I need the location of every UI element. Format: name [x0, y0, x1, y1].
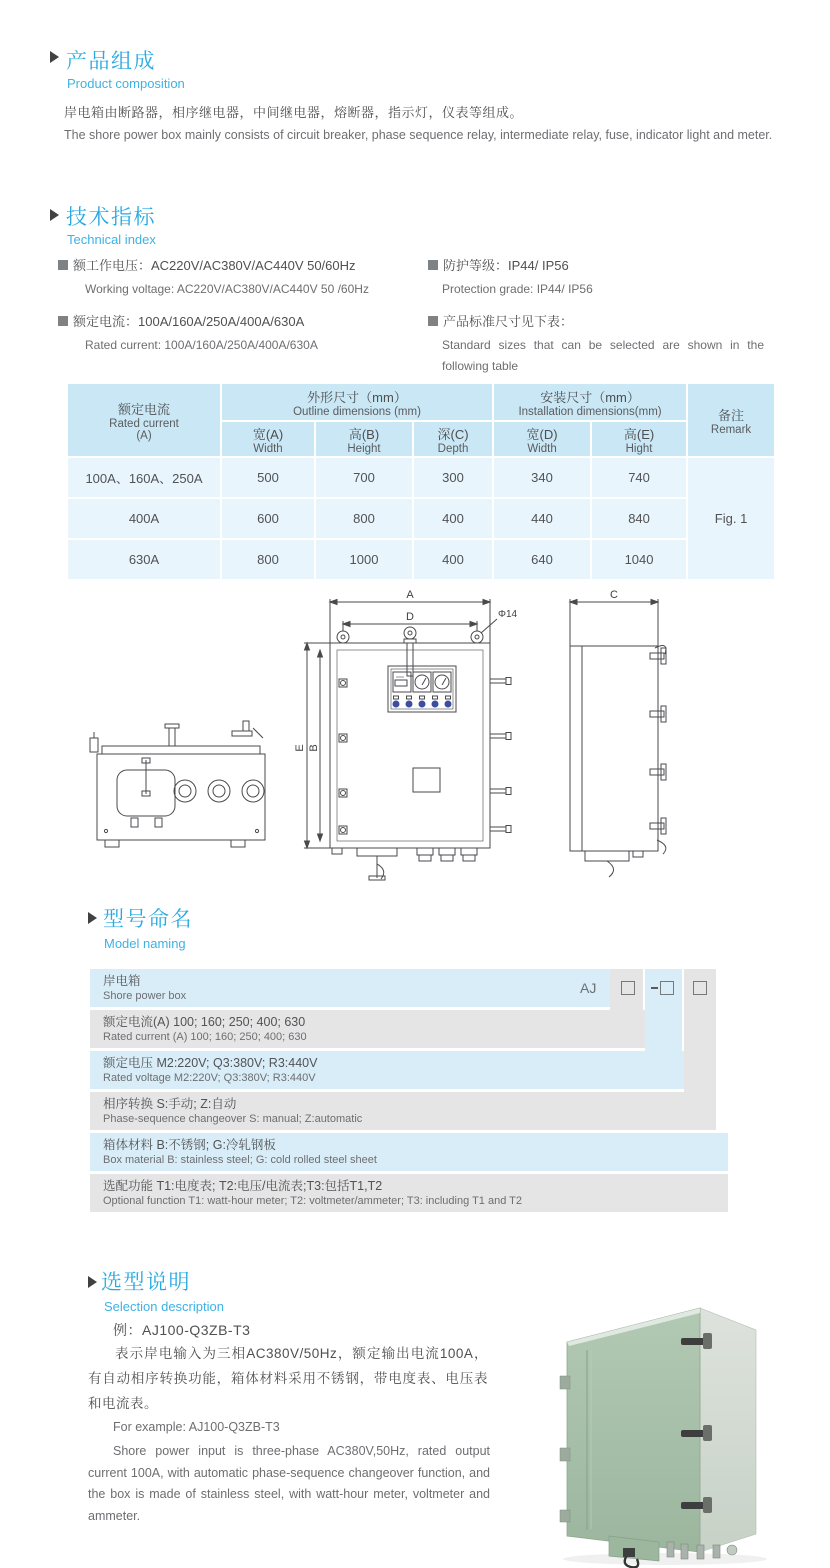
spec-working-voltage-zh: 额工作电压：AC220V/AC380V/AC440V 50/60Hz — [58, 255, 356, 274]
header-hight-e: 高(E) Hight — [592, 422, 686, 456]
dimensions-table — [66, 382, 776, 581]
selection-example-en: For example: AJ100-Q3ZB-T3 — [113, 1420, 280, 1434]
indicator-lights — [393, 696, 452, 708]
header-rated-current: 额定电流 Rated current (A) — [68, 384, 220, 456]
header-height-b: 高(B) Height — [316, 422, 412, 456]
square-bullet-icon — [58, 316, 68, 326]
section-arrow-icon — [88, 1276, 97, 1288]
square-bullet-icon — [428, 316, 438, 326]
section-subtitle-selection-description: Selection description — [104, 1299, 224, 1314]
section-title-technical-index: 技术指标 — [66, 206, 156, 229]
product-composition-text-en: The shore power box mainly consists of circuit breaker, phase sequence relay, intermediate relay, fuse, indicator light and meter. — [64, 128, 773, 142]
naming-row-rated-current: 额定电流(A) 100; 160; 250; 400; 630 Rated current (A) 100; 160; 250; 400; 630 — [90, 1010, 645, 1048]
drawing-front-view — [304, 599, 511, 880]
drawing-bottom-view — [90, 721, 265, 847]
naming-row-rated-voltage: 额定电压 M2:220V; Q3:380V; R3:440V Rated voltage M2:220V; Q3:380V; R3:440V — [90, 1051, 684, 1089]
naming-row-optional-function: 选配功能 T1:电度表; T2:电压/电流表;T3:包括T1,T2 Optional function T1: watt-hour meter; T2: voltmeter/ammeter; T3: including T1 and T2 — [90, 1174, 728, 1212]
hole-label: Φ14 — [498, 609, 518, 620]
product-composition-text-zh: 岸电箱由断路器，相序继电器，中间继电器，熔断器，指示灯，仪表等组成。 — [64, 105, 524, 120]
selection-body-en: Shore power input is three-phase AC380V,50Hz, rated output current 100A, with automatic phase-sequence changeover function, and the box is made of stainless steel, with watt-hour meter, voltmeter and ammeter. — [88, 1444, 490, 1523]
model-code-box-optional — [693, 981, 707, 995]
header-remark: 备注 Remark — [688, 384, 774, 456]
naming-row-box-material: 箱体材料 B:不锈钢; G:冷轧钢板 Box material B: stainless steel; G: cold rolled steel sheet — [90, 1133, 728, 1171]
model-prefix: AJ — [580, 980, 597, 996]
spec-protection-grade-en: Protection grade: IP44/ IP56 — [442, 282, 593, 296]
spec-rated-current-zh: 额定电流：100A/160A/250A/400A/630A — [58, 311, 304, 330]
section-title-selection-description: 选型说明 — [101, 1271, 191, 1294]
drawing-side-view — [570, 599, 666, 877]
spec-rated-current-en: Rated current: 100A/160A/250A/400A/630A — [85, 338, 318, 352]
square-bullet-icon — [428, 260, 438, 270]
selection-body-zh: 表示岸电输入为三相AC380V/50Hz，额定输出电流100A，有自动相序转换功能，箱体材料采用不锈钢，带电度表、电压表和电流表。 — [88, 1346, 488, 1411]
section-title-model-naming: 型号命名 — [103, 908, 193, 931]
section-subtitle-product-composition: Product composition — [67, 76, 185, 91]
dim-label-a: A — [406, 589, 414, 601]
section-arrow-icon — [50, 209, 59, 221]
header-depth-c: 深(C) Depth — [414, 422, 492, 456]
spec-standard-sizes-en: Standard sizes that can be selected are shown in the following table — [442, 338, 764, 373]
model-code-box-voltage — [660, 981, 674, 995]
model-code-dash — [651, 987, 658, 989]
square-bullet-icon — [58, 260, 68, 270]
header-installation-dimensions: 安装尺寸（mm） Installation dimensions(mm) — [494, 384, 686, 420]
section-subtitle-technical-index: Technical index — [67, 232, 156, 247]
product-photo — [545, 1300, 805, 1568]
header-width-d: 宽(D) Width — [494, 422, 590, 456]
dim-label-b: B — [308, 744, 320, 752]
dim-label-d: D — [406, 611, 414, 623]
model-code-box-current — [621, 981, 635, 995]
header-width-a: 宽(A) Width — [222, 422, 314, 456]
table-row: 100A、160A、250A 500 700 300 340 740 Fig. 1 — [68, 458, 774, 497]
dim-label-c: C — [610, 589, 618, 601]
technical-drawing — [85, 588, 695, 888]
section-arrow-icon — [88, 912, 97, 924]
dim-label-e: E — [294, 744, 306, 752]
selection-example-zh: 例：AJ100-Q3ZB-T3 — [113, 1322, 251, 1338]
header-outline-dimensions: 外形尺寸（mm） Outline dimensions (mm) — [222, 384, 492, 420]
door-bolts — [339, 678, 511, 835]
spec-protection-grade-zh: 防护等级：IP44/ IP56 — [428, 255, 569, 274]
naming-row-phase-sequence: 相序转换 S:手动; Z:自动 Phase-sequence changeover S: manual; Z:automatic — [90, 1092, 716, 1130]
table-row: 400A 600 800 400 440 840 — [68, 499, 774, 538]
spec-working-voltage-en: Working voltage: AC220V/AC380V/AC440V 50 /60Hz — [85, 282, 369, 296]
section-title-product-composition: 产品组成 — [66, 50, 156, 73]
remark-cell: Fig. 1 — [688, 458, 774, 579]
section-arrow-icon — [50, 51, 59, 63]
table-row: 630A 800 1000 400 640 1040 — [68, 540, 774, 579]
naming-row-shore-power-box: 岸电箱 Shore power box — [90, 969, 610, 1007]
section-subtitle-model-naming: Model naming — [104, 936, 186, 951]
spec-standard-sizes-zh: 产品标准尺寸见下表： — [428, 311, 573, 330]
